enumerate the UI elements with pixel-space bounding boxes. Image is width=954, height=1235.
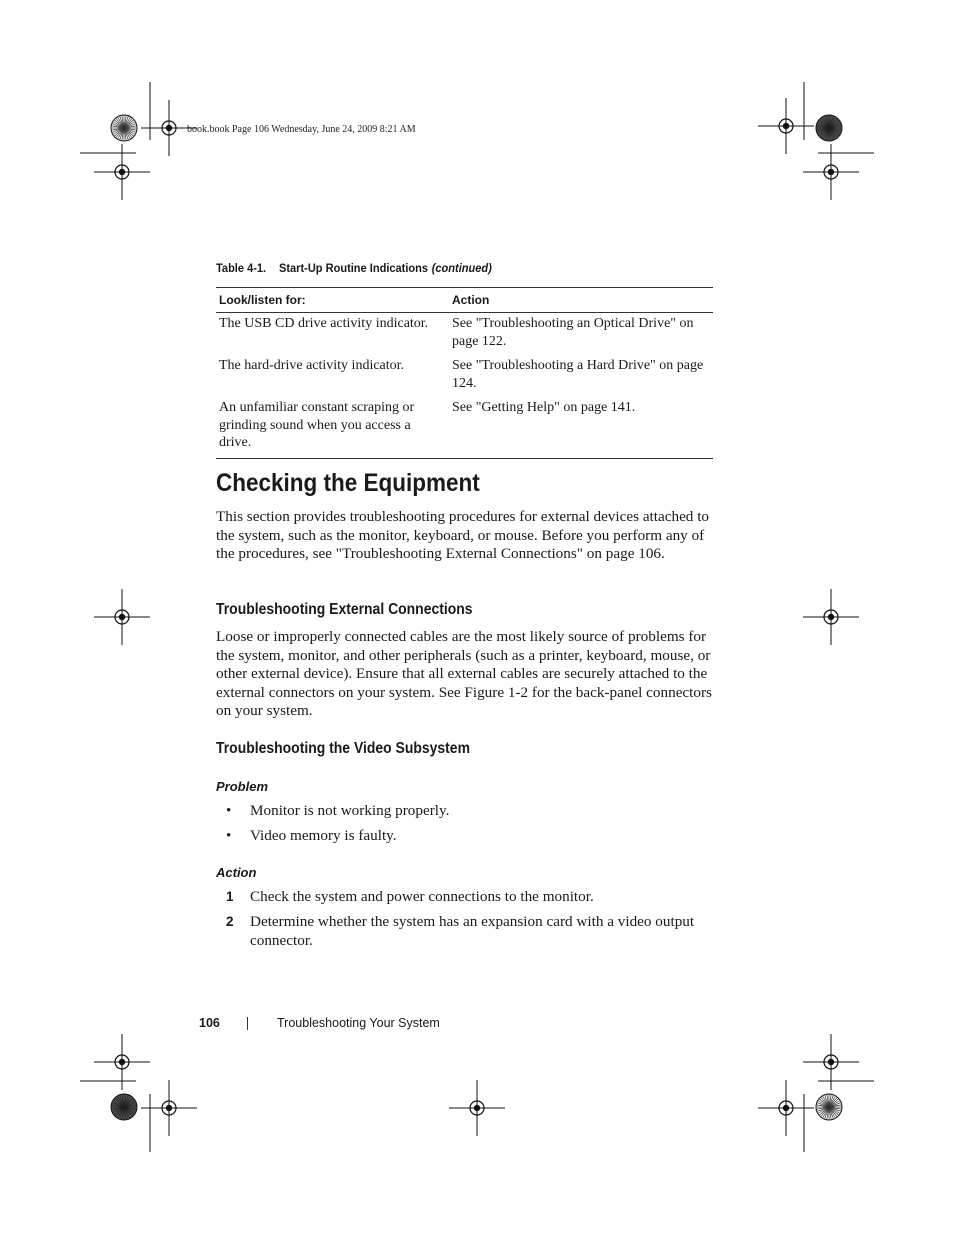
list-item xyxy=(226,827,716,846)
registration-crosshair-icon xyxy=(828,169,834,175)
registration-crosshair-icon xyxy=(119,1059,125,1065)
section-intro: This section provides troubleshooting procedures for external devices attached to the system, such as the monitor, keyboard, or mouse. Before you perform any of the procedures, see "Troubleshooting External Connections" on page 106. xyxy=(216,508,710,563)
page-number: 106 xyxy=(199,1016,220,1030)
problem-text: Video memory is faulty. xyxy=(250,827,397,844)
registration-crosshair-icon xyxy=(119,169,125,175)
table-row xyxy=(216,313,713,358)
registration-crosshair-icon xyxy=(783,1105,789,1111)
section-title: Checking the Equipment xyxy=(216,469,480,497)
table-title: Start-Up Routine Indications xyxy=(278,261,429,275)
startup-indications-table xyxy=(216,287,713,459)
external-connections-heading: Troubleshooting External Connections xyxy=(216,601,473,618)
column-header-look-listen: Look/listen for: xyxy=(216,288,449,313)
footer-chapter-title: Troubleshooting Your System xyxy=(277,1016,440,1030)
print-slug: book.book Page 106 Wednesday, June 24, 2009 8:21 AM xyxy=(187,124,416,135)
list-item xyxy=(226,913,716,950)
table-cell-action: See "Getting Help" on page 141. xyxy=(449,399,713,458)
problem-text: Monitor is not working properly. xyxy=(250,802,450,819)
video-subsystem-heading: Troubleshooting the Video Subsystem xyxy=(216,740,470,757)
table-row xyxy=(216,357,713,399)
external-connections-body: Loose or improperly connected cables are the most likely source of problems for the system, monitor, and other peripherals (such as a printer, keyboard, mouse, or other external device). Ensure that all external cables are securely attached to the external connectors on your system. See Figure 1-2 for the back-panel connectors on your system. xyxy=(216,628,712,720)
table-cell-action: See "Troubleshooting an Optical Drive" on page 122. xyxy=(452,316,694,349)
bullet-icon: • xyxy=(226,827,232,844)
registration-crosshair-icon xyxy=(166,125,172,131)
list-item xyxy=(226,888,716,907)
step-text: Check the system and power connections to the monitor. xyxy=(250,888,594,905)
table-header-row xyxy=(216,288,713,313)
registration-crosshair-icon xyxy=(828,1059,834,1065)
step-text: Determine whether the system has an expansion card with a video output connector. xyxy=(250,913,695,949)
table-cell-indicator: The USB CD drive activity indicator. xyxy=(219,316,429,331)
registration-crosshair-icon xyxy=(828,614,834,620)
action-label: Action xyxy=(216,865,257,880)
registration-crosshair-icon xyxy=(474,1105,480,1111)
registration-crosshair-icon xyxy=(119,614,125,620)
table-cell-action: See "Troubleshooting a Hard Drive" on page 124. xyxy=(452,358,704,391)
table-continued: (continued) xyxy=(431,261,492,275)
table-row xyxy=(216,399,713,458)
registration-crosshair-icon xyxy=(166,1105,172,1111)
footer-separator xyxy=(247,1017,248,1030)
bullet-icon: • xyxy=(226,802,232,819)
registration-crosshair-icon xyxy=(783,123,789,129)
step-number: 1 xyxy=(226,889,234,904)
table-number: Table 4-1. xyxy=(216,261,267,275)
step-number: 2 xyxy=(226,914,234,929)
problem-label: Problem xyxy=(216,779,269,794)
page-footer xyxy=(199,1016,440,1030)
list-item xyxy=(226,802,716,821)
table-caption xyxy=(216,261,492,275)
column-header-action: Action xyxy=(449,288,713,313)
table-cell-indicator: The hard-drive activity indicator. xyxy=(219,358,405,373)
table-cell-indicator: An unfamiliar constant scraping or grinding sound when you access a drive. xyxy=(216,399,449,458)
